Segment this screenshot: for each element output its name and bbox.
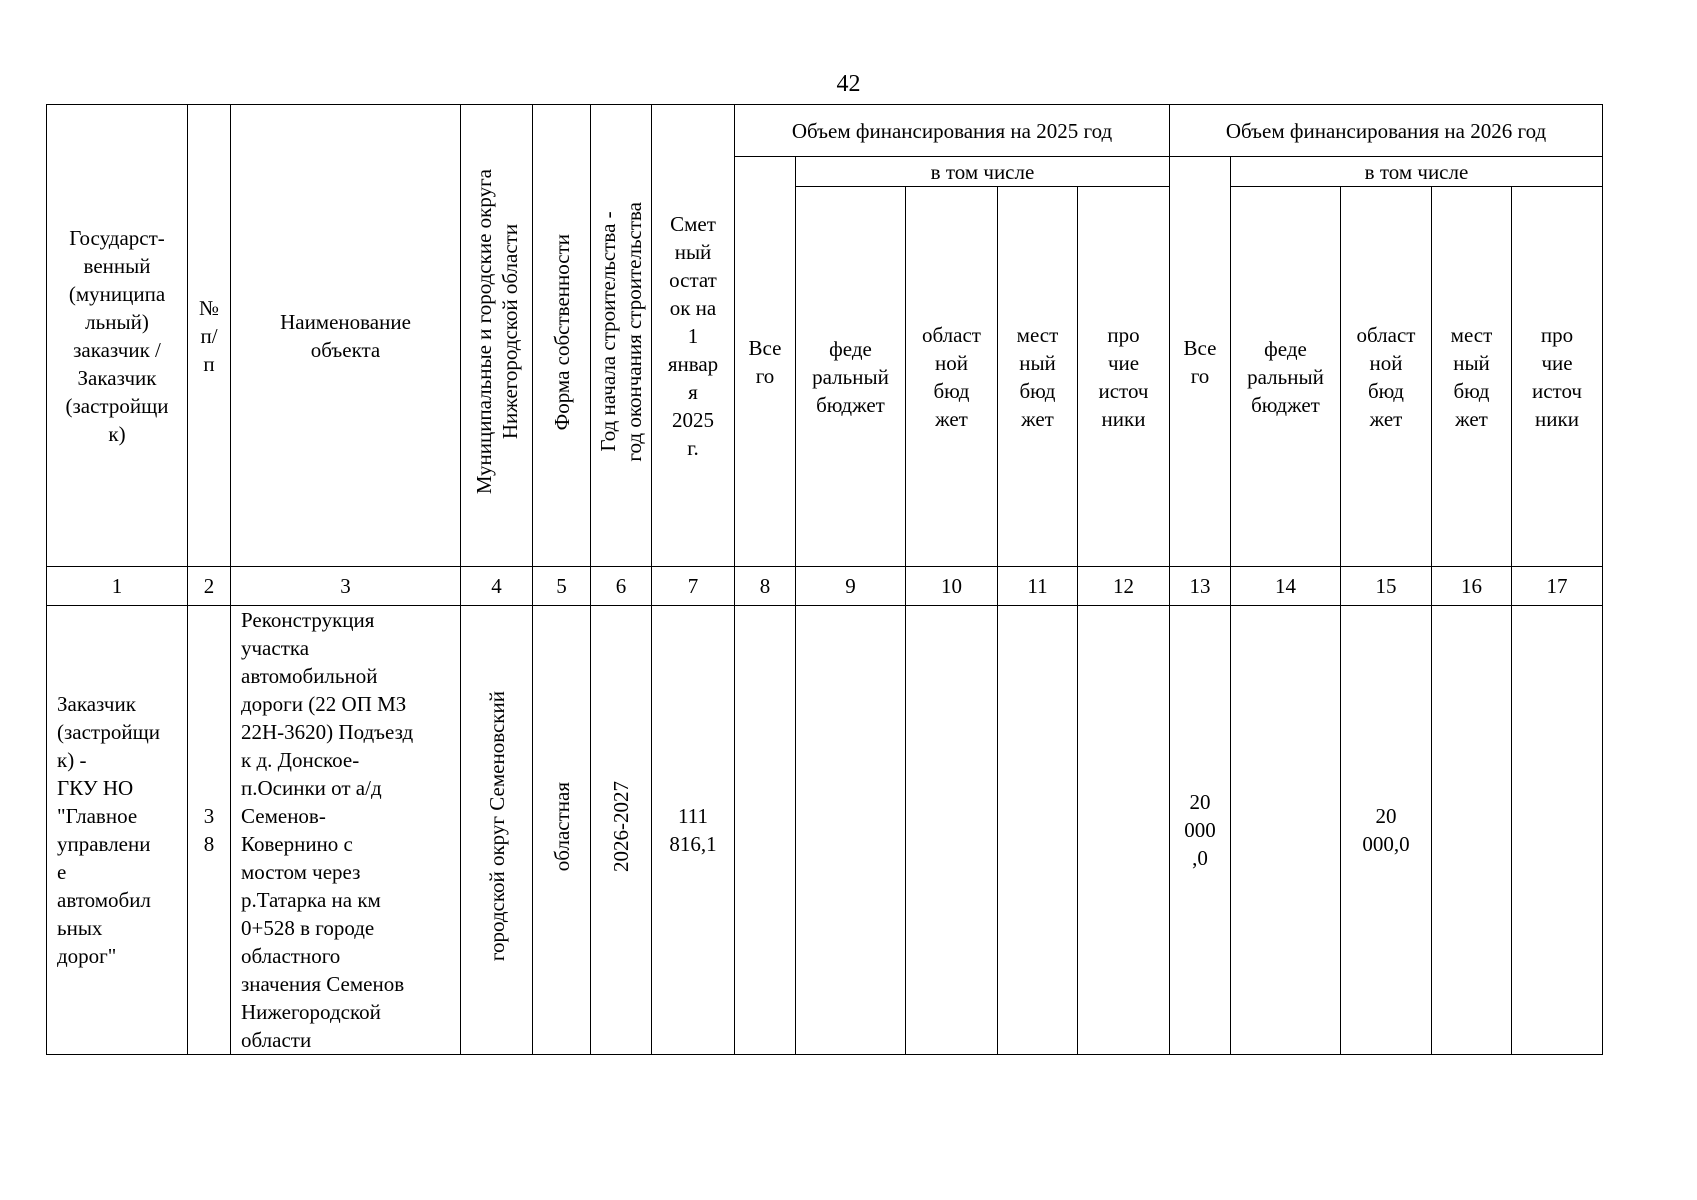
header-customer: Государст- венный (муниципа льный) заказчик / Заказчик (застройщи к)	[47, 105, 188, 567]
column-number: 7	[652, 567, 735, 606]
header-other-2026: про чие источ ники	[1512, 187, 1603, 567]
header-federal-2025: феде ральный бюджет	[796, 187, 906, 567]
header-local-2025: мест ный бюд жет	[998, 187, 1078, 567]
cell-municipality: городской округ Семеновский	[484, 691, 509, 962]
column-number: 17	[1512, 567, 1603, 606]
cell-regional-2025	[906, 606, 998, 1055]
header-including-2025: в том числе	[796, 157, 1170, 187]
table-row	[47, 606, 1603, 1055]
header-federal-2026: феде ральный бюджет	[1231, 187, 1341, 567]
column-numbers-row	[47, 567, 1603, 606]
column-number: 11	[998, 567, 1078, 606]
column-number: 16	[1432, 567, 1512, 606]
header-years: Год начала строительства - год окончания строительства	[596, 202, 646, 462]
column-number: 14	[1231, 567, 1341, 606]
financing-table	[46, 104, 1603, 1055]
column-number: 3	[231, 567, 461, 606]
column-number: 15	[1341, 567, 1432, 606]
header-number: № п/ п	[188, 105, 231, 567]
header-group-2026: Объем финансирования на 2026 год	[1170, 105, 1603, 157]
header-municipality-cell	[461, 105, 533, 567]
page-number: 42	[836, 71, 861, 97]
cell-municipality-cell	[461, 606, 533, 1055]
cell-estimate-balance: 111 816,1	[652, 606, 735, 1055]
column-number: 8	[735, 567, 796, 606]
cell-local-2026	[1432, 606, 1512, 1055]
cell-total-2026: 20 000 ,0	[1170, 606, 1231, 1055]
column-number: 9	[796, 567, 906, 606]
header-years-cell	[591, 105, 652, 567]
cell-federal-2026	[1231, 606, 1341, 1055]
header-including-2026: в том числе	[1231, 157, 1603, 187]
cell-object-name: Реконструкция участка автомобильной дороги (22 ОП МЗ 22Н-3620) Подъезд к д. Донское- п.Осинки от а/д Семенов- Ковернино с мостом через р.Татарка на км 0+528 в городе областного значения Семенов Нижегородской области	[231, 606, 461, 1055]
header-municipality: Муниципальные и городские округа Нижегородской области	[471, 169, 522, 495]
header-estimate-balance: Смет ный остат ок на 1 январ я 2025 г.	[652, 105, 735, 567]
column-number: 2	[188, 567, 231, 606]
column-number: 12	[1078, 567, 1170, 606]
column-number: 1	[47, 567, 188, 606]
cell-years: 2026-2027	[609, 781, 633, 872]
header-object-name: Наименование объекта	[231, 105, 461, 567]
header-local-2026: мест ный бюд жет	[1432, 187, 1512, 567]
column-number: 10	[906, 567, 998, 606]
column-number: 4	[461, 567, 533, 606]
cell-ownership: областная	[549, 781, 574, 872]
cell-number: 3 8	[188, 606, 231, 1055]
header-row-1	[47, 105, 1603, 157]
cell-total-2025	[735, 606, 796, 1055]
header-group-2025: Объем финансирования на 2025 год	[735, 105, 1170, 157]
header-ownership: Форма собственности	[549, 233, 574, 431]
header-other-2025: про чие источ ники	[1078, 187, 1170, 567]
column-number: 6	[591, 567, 652, 606]
cell-customer: Заказчик (застройщи к) - ГКУ НО "Главное управлени е автомобил ьных дорог"	[47, 606, 188, 1055]
column-number: 5	[533, 567, 591, 606]
cell-other-2025	[1078, 606, 1170, 1055]
cell-other-2026	[1512, 606, 1603, 1055]
header-regional-2025: област ной бюд жет	[906, 187, 998, 567]
header-regional-2026: област ной бюд жет	[1341, 187, 1432, 567]
header-total-2025: Все го	[735, 157, 796, 567]
header-ownership-cell	[533, 105, 591, 567]
cell-federal-2025	[796, 606, 906, 1055]
header-total-2026: Все го	[1170, 157, 1231, 567]
column-number: 13	[1170, 567, 1231, 606]
cell-regional-2026: 20 000,0	[1341, 606, 1432, 1055]
cell-years-cell	[591, 606, 652, 1055]
cell-local-2025	[998, 606, 1078, 1055]
cell-ownership-cell	[533, 606, 591, 1055]
